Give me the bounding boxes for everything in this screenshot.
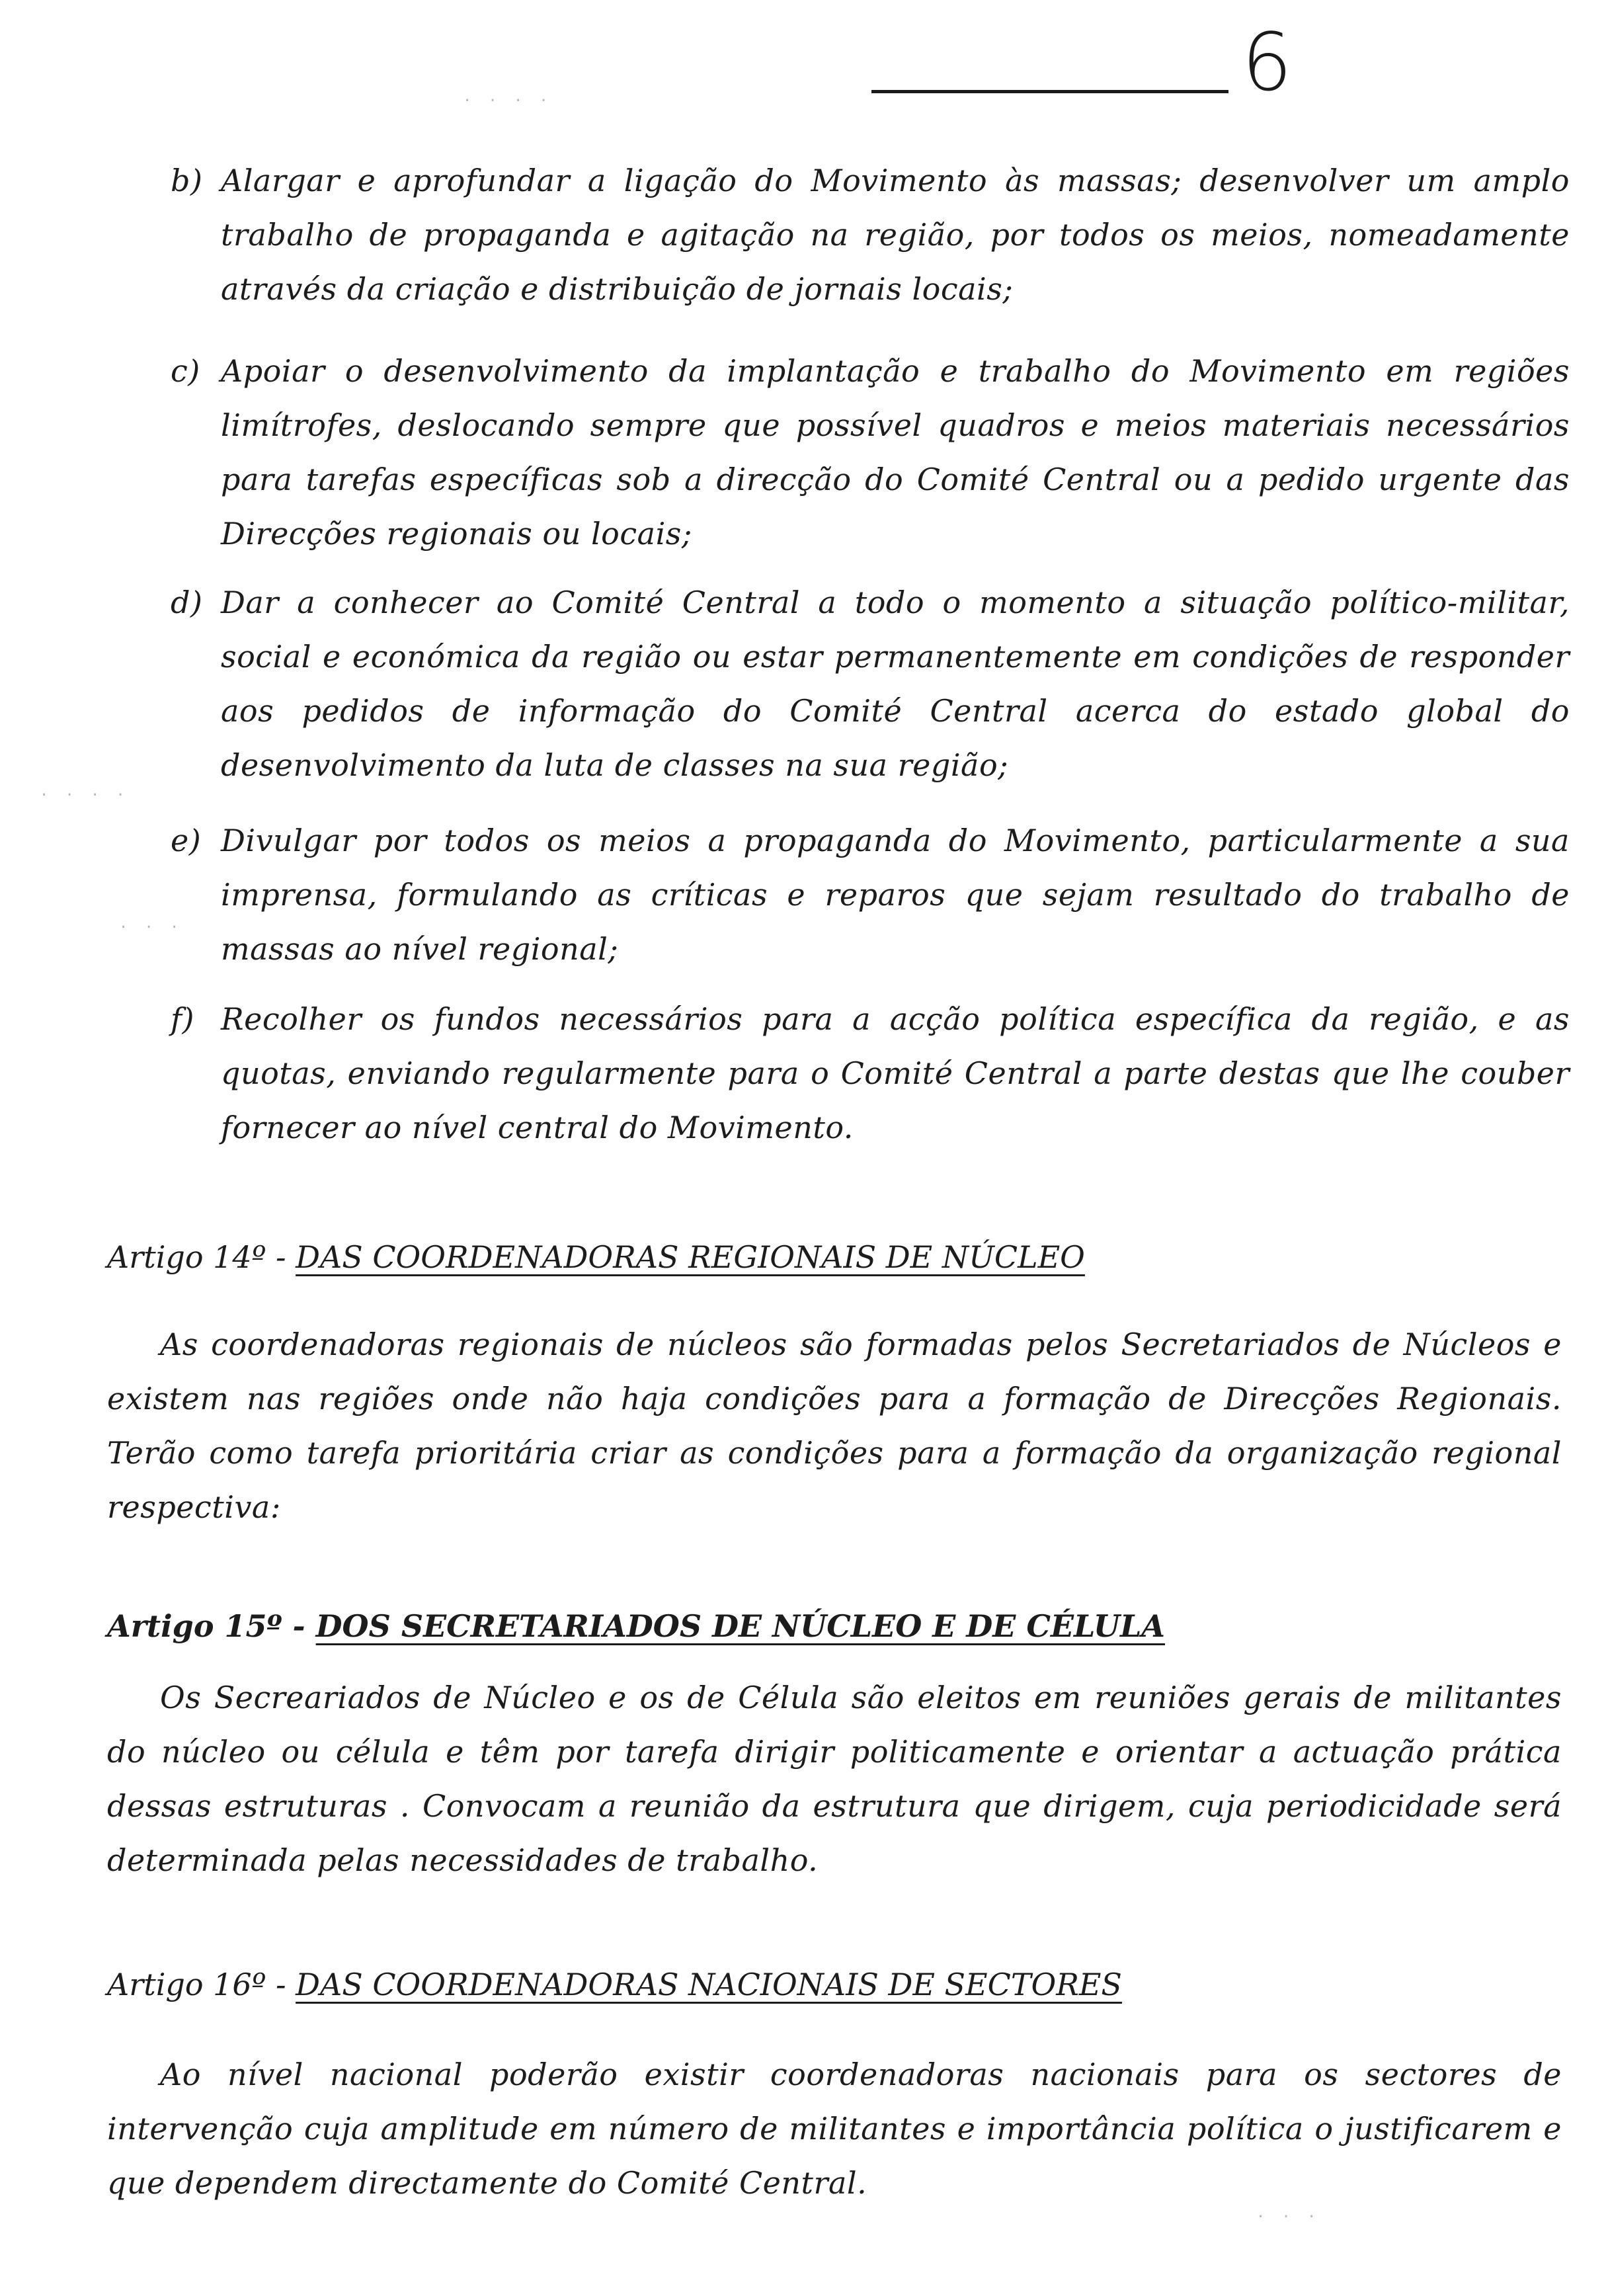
scan-speck: · · · · <box>40 787 129 803</box>
article-number: Artigo 15º - <box>107 1608 305 1644</box>
article-body: Ao nível nacional poderão existir coordenadoras nacionais para os sectores de intervenção cuja amplitude em número de militantes e importância política o justificarem e que dependem directamente do Comité Central. <box>107 2057 1562 2201</box>
page-number: 6 <box>1242 17 1293 109</box>
item-label: e) <box>171 823 202 858</box>
item-text: Dar a conhecer ao Comité Central a todo o momento a situação político-militar, social e económica da região ou estar permanentemente em condições de responder aos pedidos de informação do Comité Central acerca do estado global do desenvolvimento da luta de classes na sua região; <box>221 585 1570 783</box>
article-number: Artigo 14º - <box>107 1239 286 1275</box>
article-body: As coordenadoras regionais de núcleos são formadas pelos Secretariados de Núcleos e existem nas regiões onde não haja condições para a formação de Direcções Regionais. Terão como tarefa prioritária criar as condições para a formação da organização regional respectiva: <box>107 1327 1562 1525</box>
article-body: Os Secreariados de Núcleo e os de Célula são eleitos em reuniões gerais de militantes do núcleo ou célula e têm por tarefa dirigir politicamente e orientar a actuação prática dessas estruturas . Convocam a reunião da estrutura que dirigem, cuja periodicidade será determinada pelas necessidades de trabalho. <box>107 1680 1562 1878</box>
item-label: b) <box>171 163 203 198</box>
scan-speck: · · · · <box>463 93 552 109</box>
item-c <box>171 344 1570 561</box>
article-heading <box>107 1961 1122 2008</box>
article-number: Artigo 16º - <box>107 1967 286 2002</box>
item-e <box>171 813 1570 976</box>
item-text: Recolher os fundos necessários para a acção política específica da região, e as quotas, enviando regularmente para o Comité Central a parte destas que lhe couber fornecer ao nível central do Movimento. <box>221 1001 1570 1145</box>
item-label: f) <box>171 1001 194 1037</box>
item-text: Alargar e aprofundar a ligação do Movimento às massas; desenvolver um amplo trabalho de propaganda e agitação na região, por todos os meios, nomeadamente através da criação e distribuição de jornais locais; <box>221 163 1570 307</box>
item-f <box>171 992 1570 1155</box>
scan-speck: · · · <box>1256 2209 1320 2225</box>
article-title: DAS COORDENADORAS REGIONAIS DE NÚCLEO <box>296 1239 1085 1275</box>
scan-speck: · · · <box>119 919 183 936</box>
article-heading <box>107 1234 1085 1280</box>
article-title: DOS SECRETARIADOS DE NÚCLEO E DE CÉLULA <box>315 1608 1165 1644</box>
item-text: Apoiar o desenvolvimento da implantação e trabalho do Movimento em regiões limítrofes, deslocando sempre que possível quadros e meios materiais necessários para tarefas específicas sob a direcção do Comité Central ou a pedido urgente das Direcções regionais ou locais; <box>221 353 1570 552</box>
item-d <box>171 575 1570 792</box>
item-b <box>171 153 1570 316</box>
article-heading <box>107 1603 1165 1649</box>
item-text: Divulgar por todos os meios a propaganda do Movimento, particularmente a sua imprensa, formulando as críticas e reparos que sejam resultado do trabalho de massas ao nível regional; <box>221 823 1570 967</box>
article-title: DAS COORDENADORAS NACIONAIS DE SECTORES <box>296 1967 1122 2002</box>
header-rule <box>871 90 1228 93</box>
item-label: c) <box>171 353 200 389</box>
item-label: d) <box>171 585 203 620</box>
